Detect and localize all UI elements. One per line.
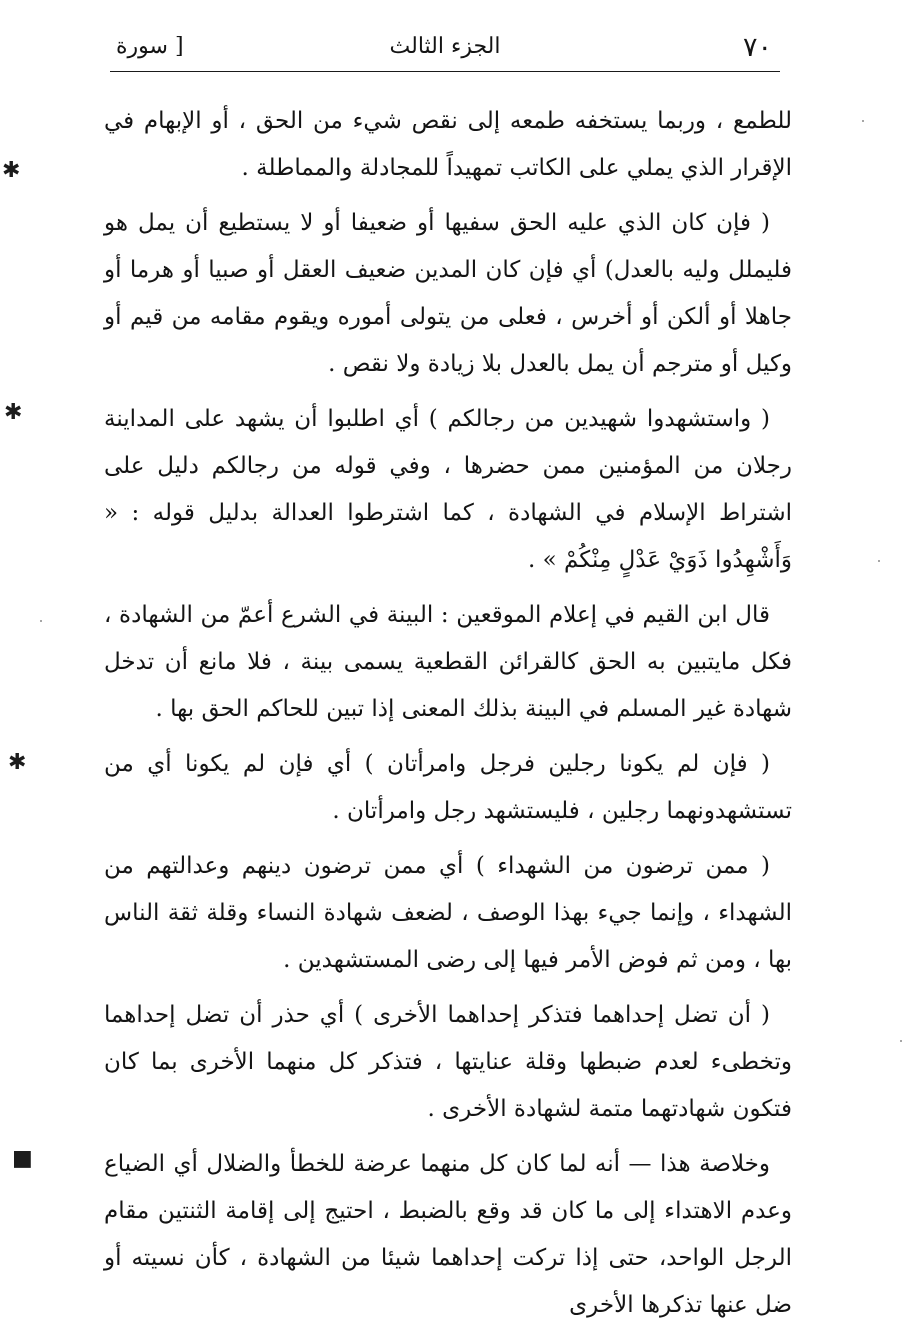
body-text [104, 98, 792, 1337]
paragraph-1: للطمع ، وربما يستخفه طمعه إلى نقص شيء من الحق ، أو الإبهام في الإقرار الذي يملي على الكاتب تمهيداً للمجادلة والمماطلة . [104, 108, 792, 181]
running-title: الجزء الثالث [389, 34, 501, 59]
paragraph-2: ( فإن كان الذي عليه الحق سفيها أو ضعيفا أو لا يستطيع أن يمل هو فليملل وليه بالعدل) أي فإن كان المدين ضعيف العقل أو صبيا أو هرما أو جاهلا أو ألكن أو أخرس ، فعلى من يتولى أموره ويقوم مقامه من قيم أو وكيل أو مترجم أن يمل بالعدل بلا زيادة ولا نقص . [104, 210, 792, 377]
surah-label: [ سورة [116, 34, 184, 59]
margin-mark-icon: ✱ [2, 158, 21, 183]
paragraph-5: ( فإن لم يكونا رجلين فرجل وامرأتان ) أي فإن لم يكونا أي من تستشهدونهما رجلين ، فليستشهد رجل وامرأتان . [104, 751, 792, 824]
margin-mark-icon: ✱ [8, 750, 27, 775]
scan-speck [862, 120, 864, 122]
margin-mark-icon: ■ [12, 1146, 33, 1171]
page-number: ٧٠ [742, 32, 772, 63]
scan-speck [900, 1040, 902, 1042]
scan-speck [40, 620, 42, 622]
paragraph-3: ( واستشهدوا شهيدين من رجالكم ) أي اطلبوا أن يشهد على المداينة رجلان من المؤمنين ممن حضرها ، وفي قوله من رجالكم دليل على اشتراط الإسلام في الشهادة ، كما اشترطوا العدالة بدليل قوله : « وَأَشْهِدُوا ذَوَيْ عَدْلٍ مِنْكُمْ » . [104, 406, 792, 573]
paragraph-8: وخلاصة هذا — أنه لما كان كل منهما عرضة للخطأ والضلال أي الضياع وعدم الاهتداء إلى ما كان قد وقع بالضبط ، احتيج إلى إقامة الثنتين مقام الرجل الواحد، حتى إذا تركت إحداهما شيئا من الشهادة ، كأن نسيته أو ضل عنها تذكرها الأخرى [104, 1151, 792, 1318]
paragraph-6: ( ممن ترضون من الشهداء ) أي ممن ترضون دينهم وعدالتهم من الشهداء ، وإنما جيء بهذا الوصف ، لضعف شهادة النساء وقلة ثقة الناس بها ، ومن ثم فوض الأمر فيها إلى رضى المستشهدين . [104, 853, 792, 973]
scan-speck [878, 560, 880, 562]
page-header [110, 28, 780, 70]
header-divider [110, 71, 780, 72]
paragraph-4: قال ابن القيم في إعلام الموقعين : البينة في الشرع أعمّ من الشهادة ، فكل مايتبين به الحق كالقرائن القطعية يسمى بينة ، فلا مانع أن تدخل شهادة غير المسلم في البينة بذلك المعنى إذا تبين للحاكم الحق بها . [104, 602, 792, 722]
paragraph-7: ( أن تضل إحداهما فتذكر إحداهما الأخرى ) أي حذر أن تضل إحداهما وتخطىء لعدم ضبطها وقلة عنايتها ، فتذكر كل منهما الأخرى بما كان فتكون شهادتهما متمة لشهادة الأخرى . [104, 1002, 792, 1122]
margin-mark-icon: ✱ [4, 400, 23, 425]
